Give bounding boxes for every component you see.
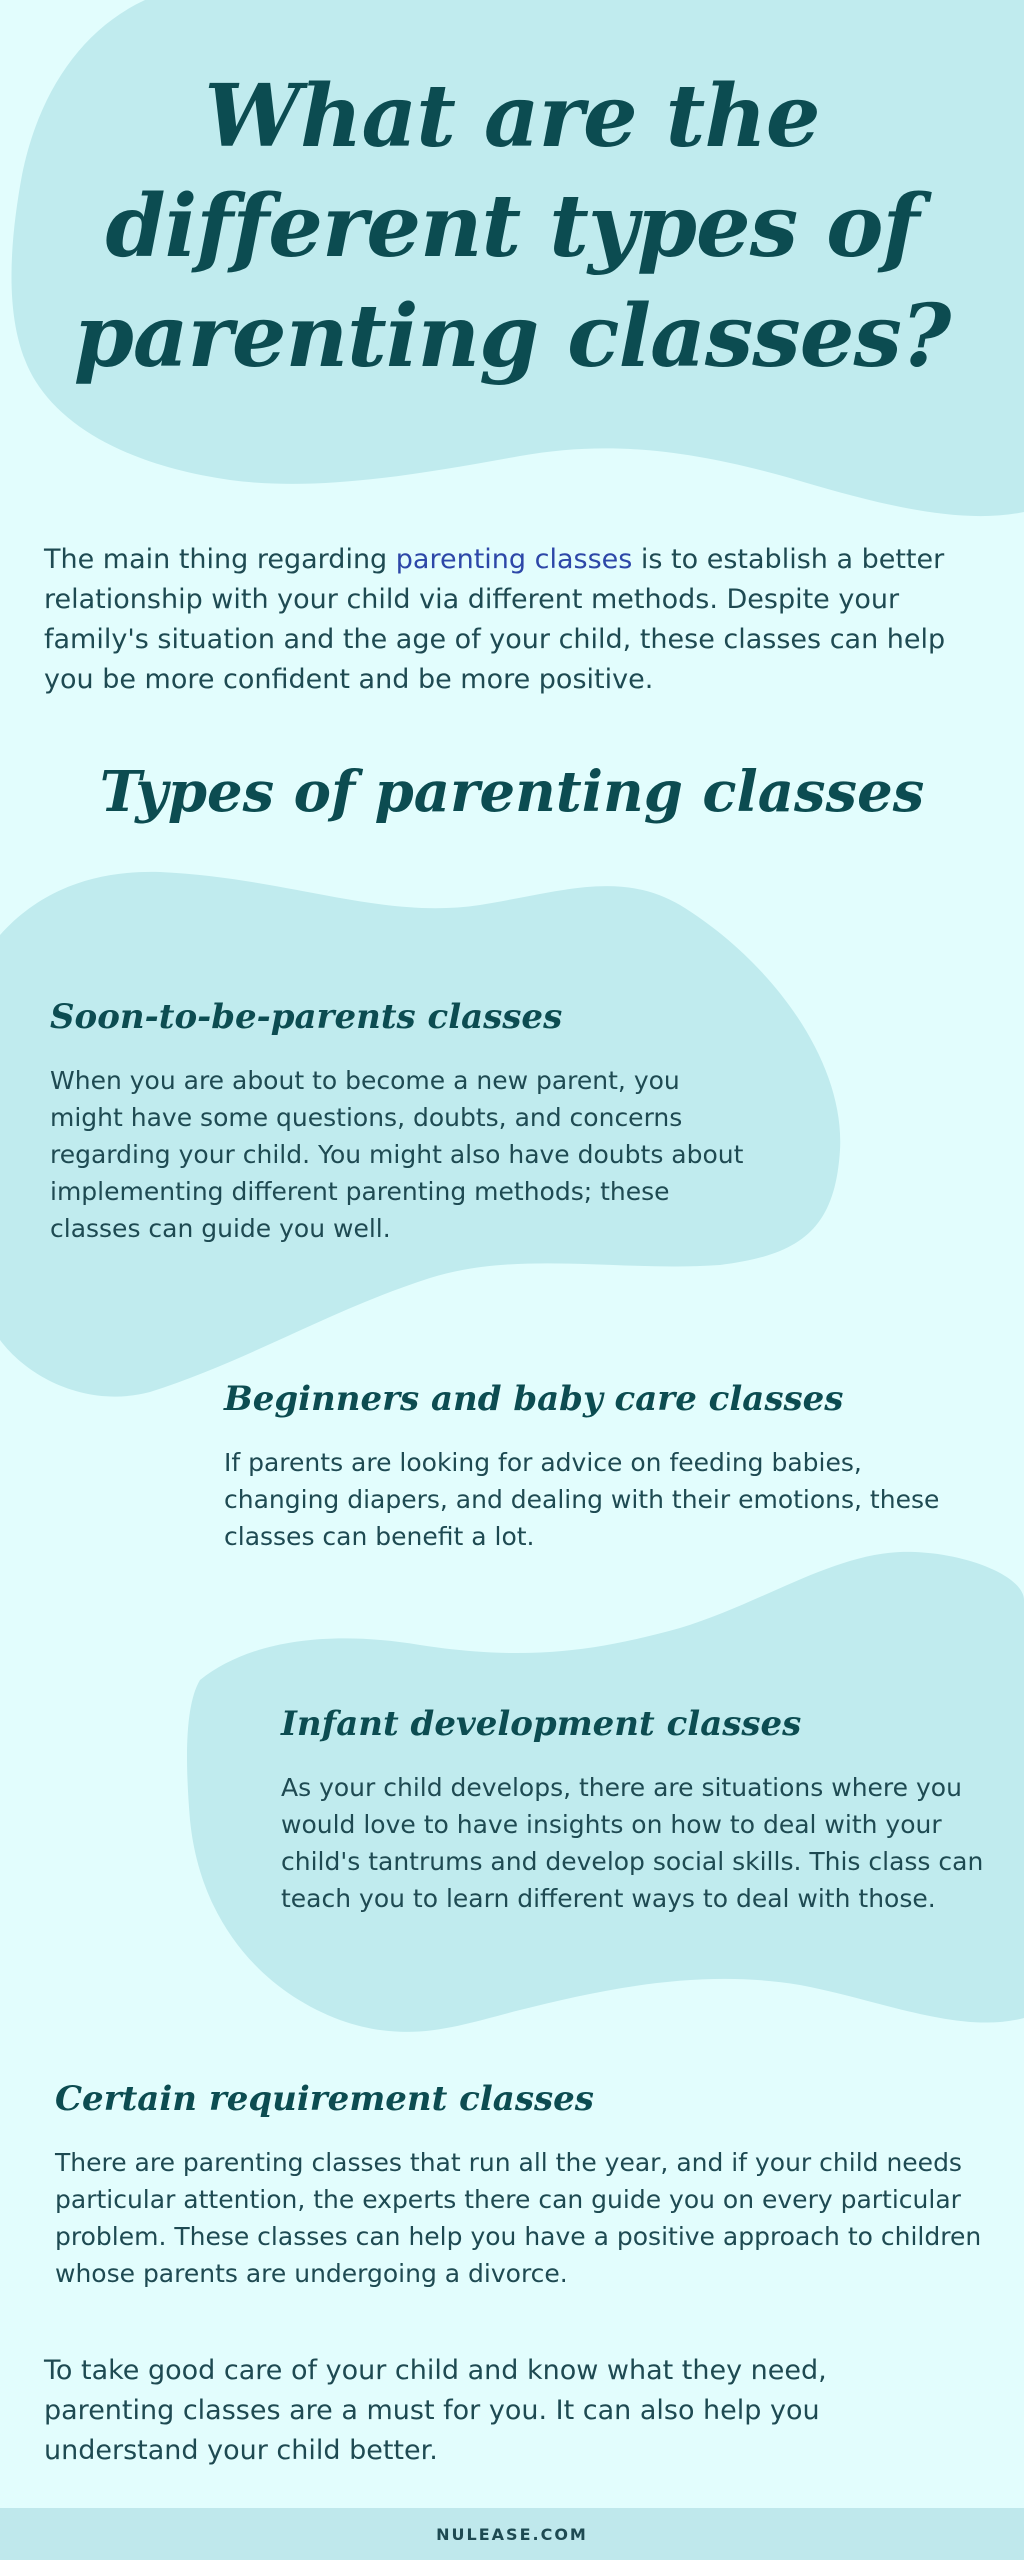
class-card-heading: Infant development classes — [281, 1704, 802, 1744]
page-title: What are the different types of parenting classes? — [73, 66, 951, 387]
class-card-infant-development — [281, 1701, 1001, 1917]
class-card-heading: Soon-to-be-parents classes — [50, 997, 563, 1037]
intro-paragraph — [44, 540, 974, 700]
footer-site-link[interactable]: NULEASE.COM — [436, 2524, 588, 2544]
closing-paragraph: To take good care of your child and know what they need, parenting classes are a must for you. It can also help you understand your child better. — [44, 2355, 827, 2466]
class-card-soon-to-be-parents — [50, 994, 750, 1247]
intro-text-after: is to establish a better relationship with your child via different methods. Despite your family's situation and the age of your child, these classes can help you be more confident and be more positive. — [44, 544, 946, 695]
intro-text-before: The main thing regarding — [44, 544, 396, 575]
class-card-certain-requirement — [55, 2076, 985, 2292]
class-card-body: There are parenting classes that run all the year, and if your child needs particular attention, the experts there can guide you on every particular problem. These classes can help you have a positive approach to children whose parents are undergoing a divorce. — [55, 2148, 982, 2288]
class-card-heading: Certain requirement classes — [55, 2079, 594, 2119]
class-card-beginners-baby-care — [224, 1376, 964, 1555]
parenting-classes-link[interactable]: parenting classes — [395, 544, 633, 575]
class-card-body: When you are about to become a new parent, you might have some questions, doubts, and concerns regarding your child. You might also have doubts about implementing different parenting methods; these classes can guide you well. — [50, 1066, 744, 1243]
section-title: Types of parenting classes — [99, 759, 925, 825]
class-card-body: If parents are looking for advice on feeding babies, changing diapers, and dealing with their emotions, these classes can benefit a lot. — [224, 1448, 940, 1551]
class-card-heading: Beginners and baby care classes — [224, 1379, 844, 1419]
class-card-body: As your child develops, there are situations where you would love to have insights on how to deal with your child's tantrums and develop social skills. This class can teach you to learn different ways to deal with those. — [281, 1773, 984, 1913]
footer-bar — [0, 2508, 1024, 2560]
